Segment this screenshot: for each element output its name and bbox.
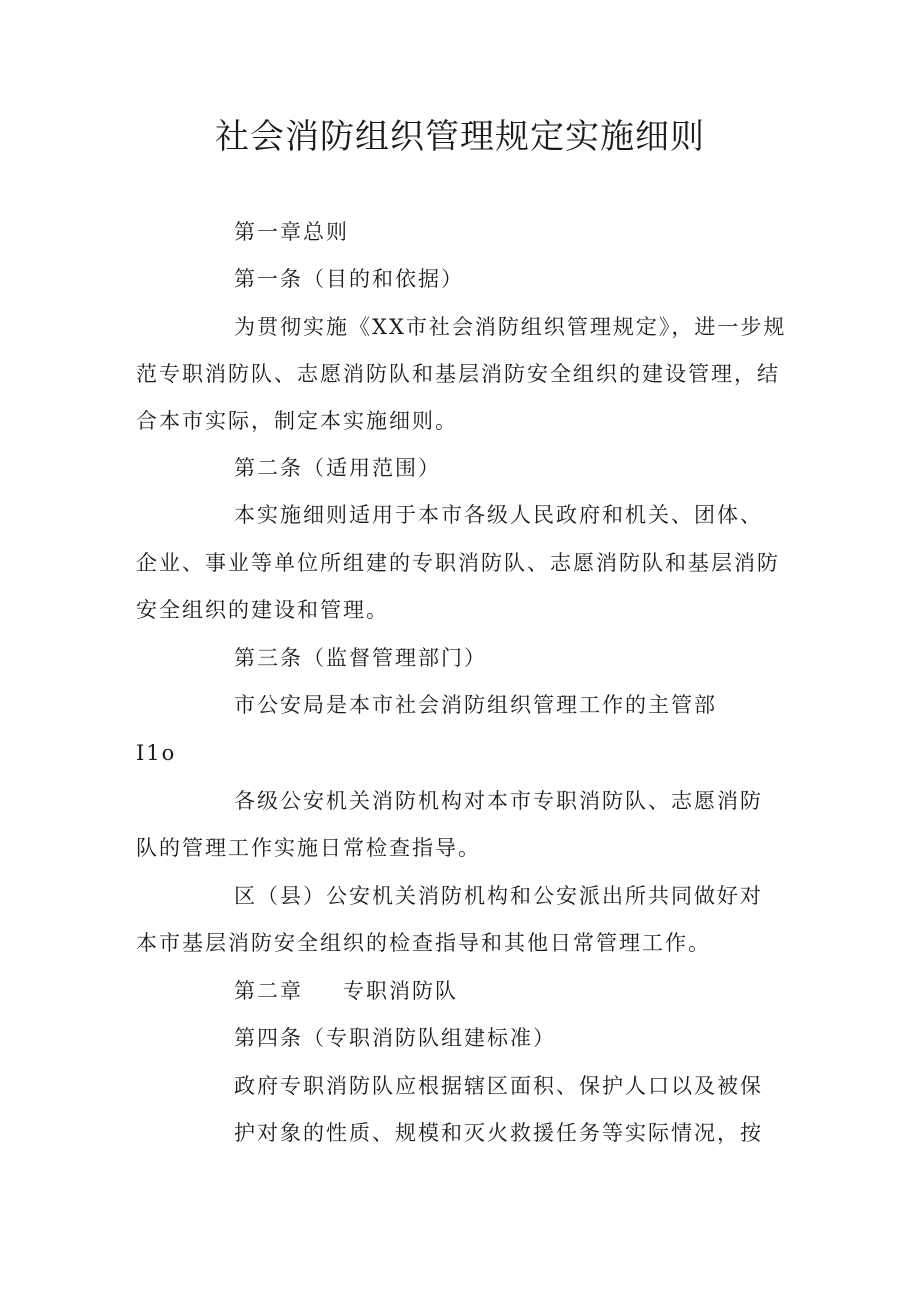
paragraph-line: 为贯彻实施《XX市社会消防组织管理规定》，进一步规 [234, 315, 787, 339]
document-title: 社会消防组织管理规定实施细则 [215, 117, 705, 157]
article-heading: 第二条（适用范围） [234, 456, 441, 480]
article-heading: 第四条（专职消防队组建标准） [234, 1026, 556, 1050]
paragraph-line: 安全组织的建设和管理。 [136, 598, 389, 622]
paragraph-line: 政府专职消防队应根据辖区面积、保护人口以及被保 [234, 1074, 763, 1098]
chapter-title: 专职消防队 [343, 979, 458, 1003]
article-heading: 第三条（监督管理部门） [234, 646, 487, 670]
paragraph-line: 合本市实际，制定本实施细则。 [136, 409, 458, 433]
paragraph-line: 企业、事业等单位所组建的专职消防队、志愿消防队和基层消防 [136, 551, 780, 575]
paragraph-line: 队的管理工作实施日常检查指导。 [136, 836, 481, 860]
chapter-heading [234, 976, 458, 1006]
chapter-number: 第二章 [234, 979, 303, 1003]
paragraph-line: 市公安局是本市社会消防组织管理工作的主管部 [234, 693, 717, 717]
article-heading: 第一条（目的和依据） [234, 267, 464, 291]
paragraph-line: 本实施细则适用于本市各级人民政府和机关、团体、 [234, 503, 763, 527]
chapter-heading: 第一章总则 [234, 220, 349, 244]
paragraph-line: 范专职消防队、志愿消防队和基层消防安全组织的建设管理，结 [136, 362, 780, 386]
paragraph-line: 各级公安机关消防机构对本市专职消防队、志愿消防 [234, 789, 763, 813]
paragraph-line: 本市基层消防安全组织的检查指导和其他日常管理工作。 [136, 931, 711, 955]
paragraph-line: I1o [136, 741, 177, 765]
paragraph-line: 区（县）公安机关消防机构和公安派出所共同做好对 [234, 884, 763, 908]
paragraph-line: 护对象的性质、规模和灭火救援任务等实际情况，按 [234, 1121, 763, 1145]
